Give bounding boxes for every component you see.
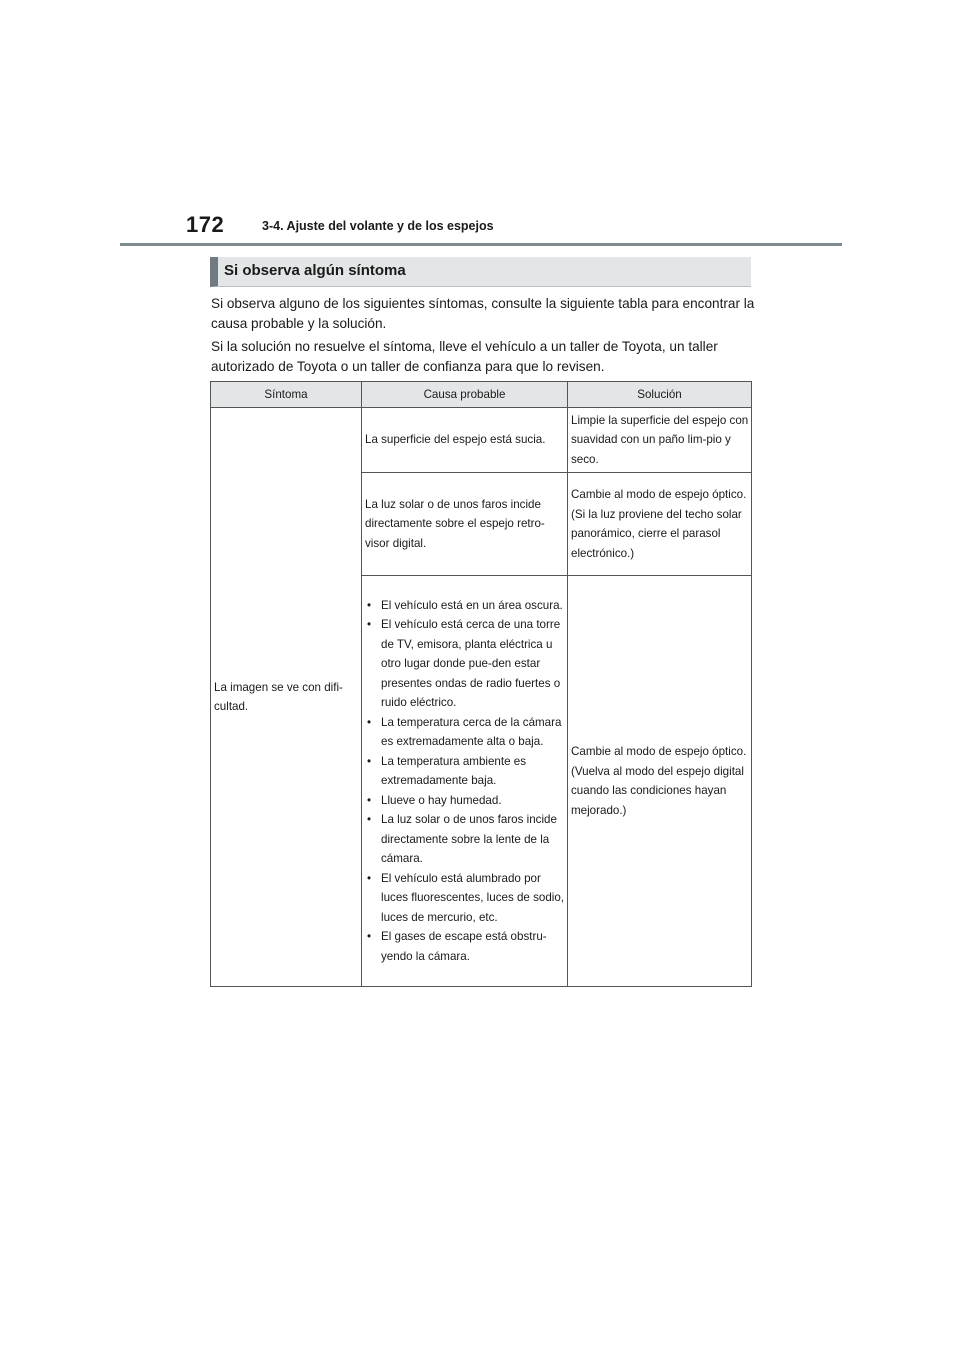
intro-paragraph-2: Si la solución no resuelve el síntoma, lleve el vehículo a un taller de Toyota, un taller autorizado de Toyota o un taller de confianza para que lo revisen.: [211, 339, 718, 374]
section-heading: [210, 257, 751, 287]
table-row: [211, 408, 752, 473]
list-item: • El vehículo está alumbrado por luces fluorescentes, luces de sodio, luces de mercurio, etc.: [365, 869, 565, 928]
page-number: 172: [186, 212, 225, 237]
header-symptom: Síntoma: [211, 382, 362, 408]
solution-cell: [568, 576, 752, 987]
solution-text: Limpie la superficie del espejo con suavidad con un paño lim-pio y seco.: [571, 413, 749, 466]
section-title: Si observa algún síntoma: [224, 262, 406, 279]
list-item: • La temperatura cerca de la cámara es extremadamente alta o baja.: [365, 713, 565, 752]
header-cause: Causa probable: [362, 382, 568, 408]
solution-cell: [568, 473, 752, 576]
cause-bullet-list: [365, 596, 565, 967]
cause-text: La luz solar o de unos faros incide directamente sobre el espejo retro-visor digital.: [365, 497, 545, 550]
intro-paragraph-1: Si observa alguno de los siguientes síntomas, consulte la siguiente tabla para encontrar la causa probable y la solución.: [211, 296, 755, 331]
cause-cell: [362, 576, 568, 987]
list-item: • El vehículo está cerca de una torre de TV, emisora, planta eléctrica u otro lugar donde pue-den estar presentes ondas de radio fuertes o ruido eléctrico.: [365, 615, 565, 713]
cause-text: La superficie del espejo está sucia.: [365, 433, 546, 447]
cause-cell: [362, 473, 568, 576]
symptom-cell: [211, 408, 362, 987]
chapter-title: 3-4. Ajuste del volante y de los espejos: [262, 219, 494, 233]
list-item: • La temperatura ambiente es extremadamente baja.: [365, 752, 565, 791]
header-solution: Solución: [568, 382, 752, 408]
cause-cell: [362, 408, 568, 473]
table-header-row: [211, 382, 752, 408]
solution-cell: [568, 408, 752, 473]
solution-text: Cambie al modo de espejo óptico. (Vuelva al modo del espejo digital cuando las condiciones hayan mejorado.): [571, 745, 747, 817]
list-item: • Llueve o hay humedad.: [365, 791, 565, 811]
list-item: • El gases de escape está obstru-yendo la cámara.: [365, 927, 565, 966]
symptoms-table: [210, 381, 752, 987]
list-item: • El vehículo está en un área oscura.: [365, 596, 565, 616]
solution-text: Cambie al modo de espejo óptico. (Si la luz proviene del techo solar panorámico, cierre el parasol electrónico.): [571, 488, 747, 560]
symptom-text: La imagen se ve con difi-cultad.: [214, 680, 343, 713]
list-item: • La luz solar o de unos faros incide directamente sobre la lente de la cámara.: [365, 810, 565, 869]
header-rule: [120, 243, 842, 246]
